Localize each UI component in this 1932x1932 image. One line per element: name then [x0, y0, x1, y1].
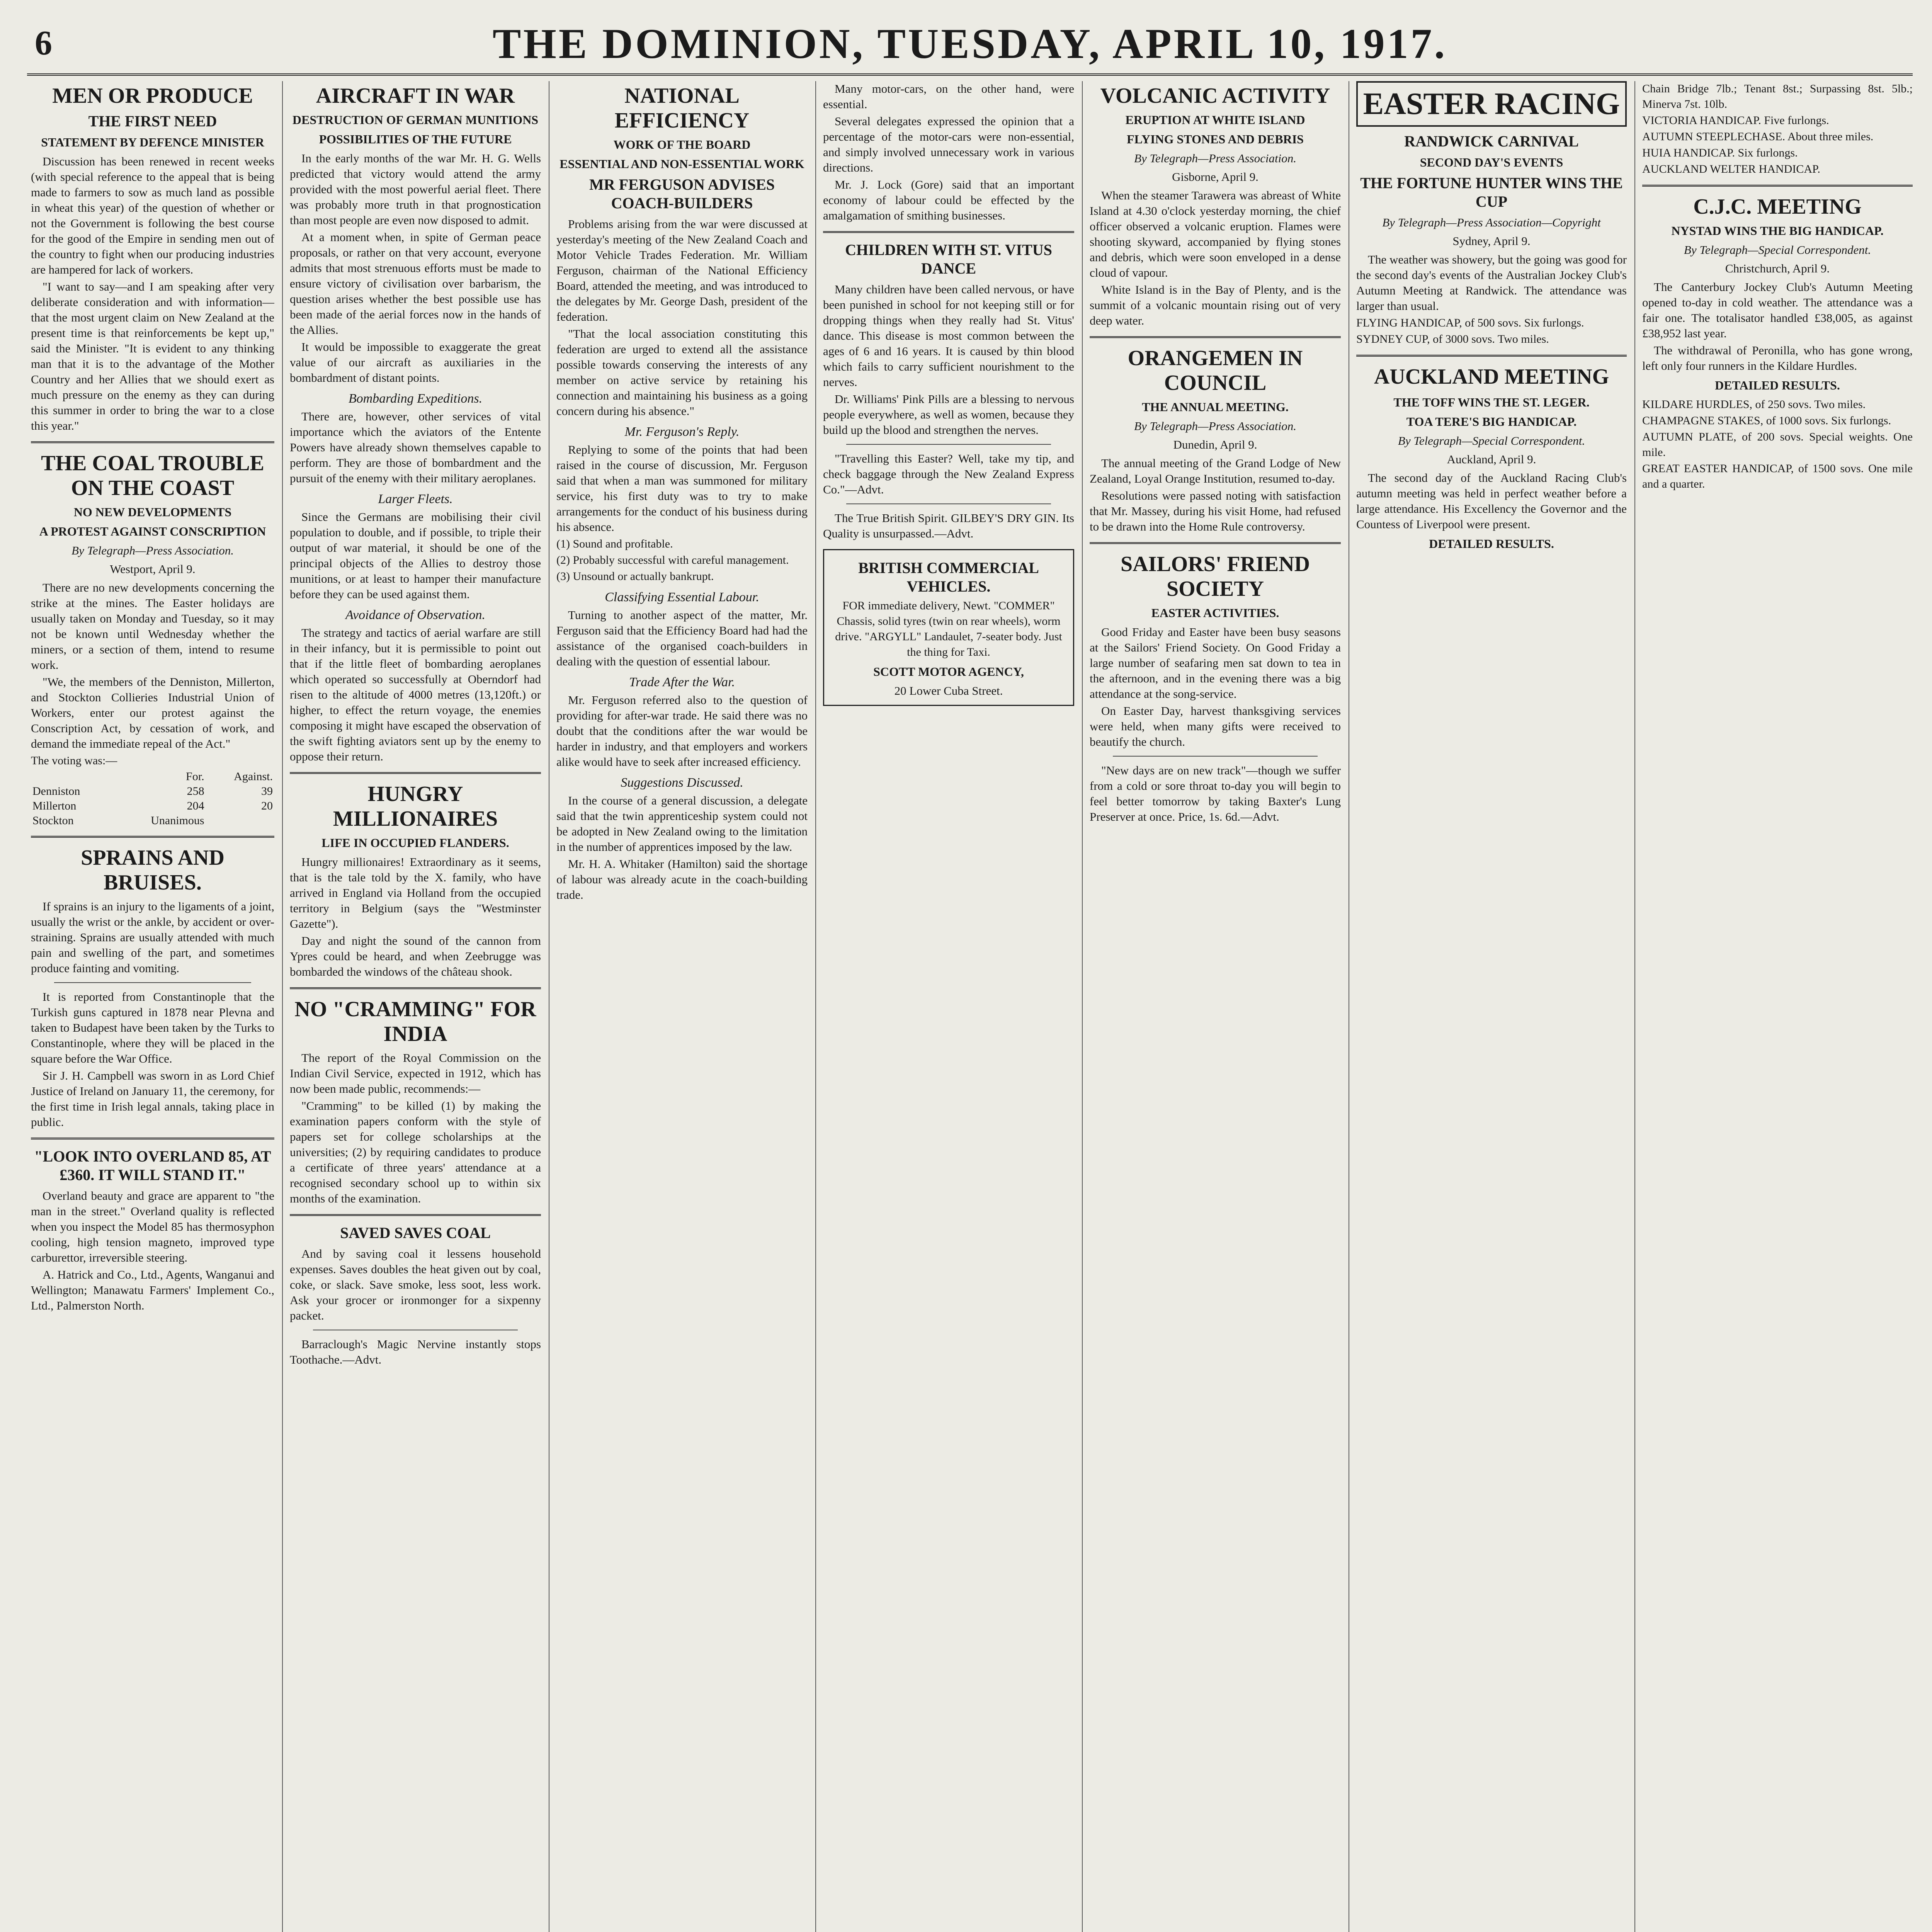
paragraph: When the steamer Tarawera was abreast of White Island at 4.30 o'clock yesterday morning, the chief officer observed a volcanic eruption. Flames were shooting skyward, accompanied by flying stones and debris, which were soon enveloped in a dense cloud of vapour.: [1090, 189, 1341, 279]
table-cell: Stockton: [32, 814, 74, 827]
paragraph: The withdrawal of Peronilla, who has gone wrong, left only four runners in the Kildare Hurdles.: [1642, 344, 1913, 372]
headline: AUCKLAND MEETING: [1374, 365, 1609, 389]
divider: [846, 503, 1051, 504]
paragraph: "I want to say—and I am speaking after very deliberate consideration and with information—that the most urgent claim on New Zealand at the present time is that reinforcements be kept up," said the Minister. "It is evident to any thinking man that it is to the advantage of the Mother Country and her Allies that we should exert as much pressure on the enemy as they can during this summer in order to bring the war to a close this year.": [31, 280, 274, 432]
headline: "LOOK INTO OVERLAND 85, AT £360. IT WILL STAND IT.": [34, 1148, 271, 1184]
paragraph: The report of the Royal Commission on the Indian Civil Service, expected in 1912, which has now been made public, recommends:—: [290, 1051, 541, 1095]
paragraph: It is reported from Constantinople that the Turkish guns captured in 1878 near Plevna and taken to Budapest have been taken by the Turks to Constantinople, where they will be placed in the square before the War Office.: [31, 990, 274, 1065]
section-subhead: Trade After the War.: [629, 675, 735, 689]
paper-title: THE DOMINION, TUESDAY, APRIL 10, 1917.: [492, 20, 1447, 67]
list-item: (2) Probably successful with careful management.: [556, 554, 789, 566]
paragraph: Overland beauty and grace are apparent to "the man in the street." Overland quality is reflected when you inspect the Model 85 has thermosyphon cooling, high tension magneto, improved type carburettor, irreversible steering.: [31, 1189, 274, 1264]
section-subhead: DETAILED RESULTS.: [1429, 537, 1554, 551]
column-rule: [1082, 81, 1083, 1932]
divider: [290, 1214, 541, 1216]
race-result: FLYING HANDICAP, of 500 sovs. Six furlongs.: [1356, 316, 1584, 329]
column-rule: [815, 81, 816, 1932]
paragraph: Resolutions were passed noting with satisfaction that Mr. Massey, during his visit Home, had refused to be drawn into the Home Rule controversy.: [1090, 489, 1341, 533]
paragraph: There are, however, other services of vital importance which the aviators of the Entente Powers have already shown themselves capable to perform. They are those of bombardment and the pursuit of the enemy with their military aeroplanes.: [290, 410, 541, 485]
ad-address: 20 Lower Cuba Street.: [894, 684, 1003, 697]
vote-title: The voting was:—: [31, 754, 117, 767]
paragraph: A. Hatrick and Co., Ltd., Agents, Wanganui and Wellington; Manawatu Farmers' Implement Co., Ltd., Palmerston North.: [31, 1268, 274, 1312]
list-item: (1) Sound and profitable.: [556, 537, 673, 550]
headline: EASTER RACING: [1356, 81, 1627, 127]
paragraph: It would be impossible to exaggerate the great value of our aircraft as auxiliaries in the bombardment of distant points.: [290, 340, 541, 384]
paragraph: Problems arising from the war were discussed at yesterday's meeting of the New Zealand Coach and Motor Vehicle Trades Federation. Mr. William Ferguson, chairman of the National Efficiency Board, attended the meeting, and was introduced to the delegates by Mr. George Dash, president of the federation.: [556, 217, 808, 323]
table-header: Against.: [234, 770, 273, 783]
race-result: CHAMPAGNE STAKES, of 1000 sovs. Six furlongs.: [1642, 414, 1891, 427]
headline: THE COAL TROUBLE ON THE COAST: [41, 451, 264, 500]
paragraph: The Canterbury Jockey Club's Autumn Meeting opened to-day in cold weather. The attendance was a fair one. The totalisator handled £38,005, as against £38,952 last year.: [1642, 280, 1913, 340]
list-item: (3) Unsound or actually bankrupt.: [556, 570, 714, 583]
subhead: THE ANNUAL MEETING.: [1142, 400, 1289, 414]
paragraph: In the early months of the war Mr. H. G. Wells predicted that victory would attend the army provided with the most powerful aerial fleet. There was probably more truth in that prognostication than most people are even now disposed to admit.: [290, 151, 541, 227]
ad-title: BRITISH COMMERCIAL VEHICLES.: [858, 559, 1039, 595]
race-result: VICTORIA HANDICAP. Five furlongs.: [1642, 114, 1829, 127]
table-row: [31, 799, 274, 813]
table-row: [31, 813, 274, 828]
subhead: THE FIRST NEED: [88, 112, 217, 130]
paragraph: Replying to some of the points that had been raised in the course of discussion, Mr. Ferguson said that when a man was summoned for military service, his first duty was to try to make arrangements for the conduct of his business during his absence.: [556, 443, 808, 534]
paragraph: The strategy and tactics of aerial warfare are still in their infancy, but it is permissible to point out that if the little fleet of bombarding aeroplanes which operated so successfully at Oberndorf had risen to the altitude of 4000 metres (13,120ft.) or higher, to effect the return voyage, the enemies composing it might have escaped the observation of the swift fighting aviators sent up by the enemy to oppose their return.: [290, 626, 541, 763]
race-result: AUTUMN PLATE, of 200 sovs. Special weights. One mile.: [1642, 430, 1913, 459]
paragraph: Turning to another aspect of the matter, Mr. Ferguson said that the Efficiency Board had had the assistance of the organised coach-builders in dealing with the question of essential labour.: [556, 608, 808, 668]
dateline: Sydney, April 9.: [1452, 234, 1531, 248]
column-7: [1642, 81, 1913, 1932]
divider: [1090, 542, 1341, 544]
section-subhead: Suggestions Discussed.: [621, 776, 743, 790]
race-result: AUCKLAND WELTER HANDICAP.: [1642, 163, 1820, 175]
byline: By Telegraph—Special Correspondent.: [1398, 434, 1585, 447]
table-cell: 204: [187, 799, 204, 812]
headline: AIRCRAFT IN WAR: [316, 84, 515, 108]
paragraph: Day and night the sound of the cannon from Ypres could be heard, and when Zeebrugge was bombarded the windows of the château shook.: [290, 934, 541, 978]
section-subhead: Classifying Essential Labour.: [605, 590, 759, 604]
race-result: HUIA HANDICAP. Six furlongs.: [1642, 146, 1798, 159]
subhead: STATEMENT BY DEFENCE MINISTER: [41, 135, 264, 149]
dateline: Dunedin, April 9.: [1173, 438, 1257, 451]
headline: C.J.C. MEETING: [1693, 195, 1862, 219]
paragraph: Mr. Ferguson referred also to the question of providing for after-war trade. He said there was no doubt that the conditions after the war would be harder in industry, and that employers and workers alike would have to seek after increased efficiency.: [556, 693, 808, 769]
subhead: DESTRUCTION OF GERMAN MUNITIONS: [292, 113, 539, 127]
dateline: Christchurch, April 9.: [1725, 262, 1830, 275]
paragraph: Sir J. H. Campbell was sworn in as Lord Chief Justice of Ireland on January 11, the ceremony, for the first time in Irish legal annals, taking place in public.: [31, 1069, 274, 1129]
headline: SAILORS' FRIEND SOCIETY: [1120, 552, 1310, 601]
vehicle-advertisement: [823, 549, 1074, 706]
subhead: ESSENTIAL AND NON-ESSENTIAL WORK: [560, 157, 804, 171]
subhead: WORK OF THE BOARD: [613, 138, 751, 151]
table-cell: Millerton: [32, 799, 77, 812]
section-subhead: Larger Fleets.: [378, 492, 453, 506]
column-rule: [282, 81, 283, 1932]
table-header: [31, 769, 114, 784]
race-result: Chain Bridge 7lb.; Tenant 8st.; Surpassing 8st. 5lb.; Minerva 7st. 10lb.: [1642, 82, 1913, 111]
dateline: Gisborne, April 9.: [1172, 170, 1259, 184]
subhead: EASTER ACTIVITIES.: [1151, 606, 1279, 620]
vote-table: [31, 769, 274, 828]
byline: By Telegraph—Press Association—Copyright: [1382, 216, 1601, 229]
divider: [846, 444, 1051, 445]
race-result: GREAT EASTER HANDICAP, of 1500 sovs. One mile and a quarter.: [1642, 462, 1913, 490]
table-row: [31, 784, 274, 799]
headline: HUNGRY MILLIONAIRES: [333, 782, 498, 831]
paragraph: "Cramming" to be killed (1) by making the examination papers conform with the style of papers set for college scholarships at the universities; (2) by requiring candidates to produce a certificate of three years' attendance at a recognised secondary school up to within six months of the examination.: [290, 1099, 541, 1205]
paragraph: In the course of a general discussion, a delegate said that the twin apprenticeship system could not be adopted in New Zealand owing to the limitation in the number of apprentices imposed by the law.: [556, 794, 808, 854]
advertisement: Barraclough's Magic Nervine instantly stops Toothache.—Advt.: [290, 1337, 541, 1366]
paragraph: Mr. H. A. Whitaker (Hamilton) said the shortage of labour was already acute in the coach-building trade.: [556, 857, 808, 901]
paragraph: At a moment when, in spite of German peace proposals, or rather on that very account, everyone admits that most strenuous efforts must be made to ensure victory of civilisation over barbarism, the question arises whether the best possible use has been made of the aerial forces now in the hands of the Allies.: [290, 230, 541, 337]
divider: [823, 231, 1074, 233]
paragraph: Good Friday and Easter have been busy seasons at the Sailors' Friend Society. On Good Friday a large number of seafaring men sat down to tea in the afternoon, and in the evening there was a big attendance at the song-service.: [1090, 625, 1341, 701]
column-3: [556, 81, 808, 1932]
byline: By Telegraph—Press Association.: [1134, 151, 1296, 165]
divider: [290, 772, 541, 774]
column-rule: [1634, 81, 1635, 1932]
subhead: TOA TERE'S BIG HANDICAP.: [1406, 415, 1577, 429]
table-cell: 39: [261, 785, 273, 798]
divider: [54, 982, 251, 983]
divider: [1356, 355, 1627, 357]
column-5: [1090, 81, 1341, 1932]
ad-agent: SCOTT MOTOR AGENCY,: [873, 665, 1024, 679]
masthead: [27, 15, 1913, 76]
divider: [31, 1138, 274, 1139]
divider: [1090, 336, 1341, 338]
column-2: [290, 81, 541, 1932]
subhead: NO NEW DEVELOPMENTS: [73, 505, 232, 519]
paragraph: The annual meeting of the Grand Lodge of New Zealand, Loyal Orange Institution, resumed to-day.: [1090, 456, 1341, 485]
race-result: KILDARE HURDLES, of 250 sovs. Two miles.: [1642, 398, 1866, 411]
section-subhead: Mr. Ferguson's Reply.: [624, 425, 740, 439]
page-number: 6: [35, 24, 52, 62]
subhead: ERUPTION AT WHITE ISLAND: [1125, 113, 1305, 127]
race-result: SYDNEY CUP, of 3000 sovs. Two miles.: [1356, 333, 1549, 345]
dateline: Westport, April 9.: [110, 562, 196, 576]
section-subhead: Bombarding Expeditions.: [348, 391, 483, 406]
section-subhead: Avoidance of Observation.: [345, 608, 485, 622]
paragraph: Discussion has been renewed in recent weeks (with special reference to the appeal that is being made to farmers to sow as much land as possible in wheat this year) of the question of whether or not the Government is following the best course for the good of the Empire in sending men out of the country to fight when our producing industries are hampered for lack of workers.: [31, 155, 274, 276]
headline: NATIONAL EFFICIENCY: [614, 84, 750, 133]
paragraph: The second day of the Auckland Racing Club's autumn meeting was held in perfect weather before a large attendance. His Excellency the Governor and the Countess of Liverpool were present.: [1356, 471, 1627, 531]
paragraph: Many children have been called nervous, or have been punished in school for not keeping still or for dropping things when they really had St. Vitus' dance. This disease is most common between the ages of 6 and 16 years. It is caused by thin blood which fails to carry sufficient nourishment to the nerves.: [823, 282, 1074, 389]
subhead: POSSIBILITIES OF THE FUTURE: [319, 132, 512, 146]
divider: [31, 836, 274, 838]
headline: SPRAINS AND BRUISES.: [81, 846, 224, 895]
advertisement: "Travelling this Easter? Well, take my tip, and check baggage through the New Zealand Express Co."—Advt.: [823, 452, 1074, 496]
table-cell: [206, 813, 274, 828]
headline: CHILDREN WITH ST. VITUS DANCE: [845, 241, 1052, 277]
advertisement: The True British Spirit. GILBEY'S DRY GIN. Its Quality is unsurpassed.—Advt.: [823, 511, 1074, 540]
byline: By Telegraph—Press Association.: [71, 544, 234, 557]
paragraph: White Island is in the Bay of Plenty, and is the summit of a volcanic mountain rising out of very deep water.: [1090, 283, 1341, 327]
paragraph: Hungry millionaires! Extraordinary as it seems, that is the tale told by the X. family, who have arrived in England via Holland from the occupied territory in Belgium (says the "Westminster Gazette").: [290, 855, 541, 930]
headline: VOLCANIC ACTIVITY: [1100, 84, 1330, 108]
column-6: [1356, 81, 1627, 1932]
column-4: [823, 81, 1074, 1932]
paragraph: Since the Germans are mobilising their civil population to double, and if possible, to triple their output of war material, it should be one of the principal objects of the Allies to destroy those munitions, or at least to hamper their manufacture before they can be used against them.: [290, 510, 541, 601]
dateline: Auckland, April 9.: [1447, 452, 1536, 466]
subhead: FLYING STONES AND DEBRIS: [1127, 132, 1304, 146]
paragraph: "We, the members of the Denniston, Millerton, and Stockton Collieries Industrial Union of Workers, enter our protest against the Conscription Act, by cessation of work, and demand the immediate repeal of the Act.": [31, 675, 274, 750]
subhead: THE FORTUNE HUNTER WINS THE CUP: [1360, 174, 1623, 210]
paragraph: The weather was showery, but the going was good for the second day's events of the Australian Jockey Club's Autumn Meeting at Randwick. The attendance was larger than usual.: [1356, 253, 1627, 313]
paragraph: Mr. J. Lock (Gore) said that an important economy of labour could be effected by the amalgamation of smithing businesses.: [823, 178, 1074, 222]
byline: By Telegraph—Special Correspondent.: [1684, 243, 1871, 257]
headline: ORANGEMEN IN COUNCIL: [1128, 346, 1303, 395]
subhead: LIFE IN OCCUPIED FLANDERS.: [321, 836, 509, 850]
paragraph: If sprains is an injury to the ligaments of a joint, usually the wrist or the ankle, by accident or over-straining. Sprains are usually attended with much pain and swelling of the part, and sometimes produce fainting and vomiting.: [31, 900, 274, 975]
divider: [290, 987, 541, 989]
headline: NO "CRAMMING" FOR INDIA: [294, 997, 536, 1046]
paragraph: Many motor-cars, on the other hand, were essential.: [823, 82, 1074, 111]
advertisement: "New days are on new track"—though we suffer from a cold or sore throat to-day you will begin to feel better tomorrow by taking Baxter's Lung Preserver at once. Price, 1s. 6d.—Advt.: [1090, 764, 1341, 823]
table-cell: 258: [187, 785, 204, 798]
paragraph: And by saving coal it lessens household expenses. Saves doubles the heat given out by coal, coke, or slack. Save smoke, less soot, less work. Ask your grocer or ironmonger for a sixpenny packet.: [290, 1247, 541, 1322]
paragraph: "That the local association constituting this federation are urged to extend all the assistance possible towards conserving the interests of any member on active service by retaining his connection and maintaining his business as a going concern during his absence.": [556, 327, 808, 418]
subhead: THE TOFF WINS THE ST. LEGER.: [1393, 395, 1590, 409]
table-row: [31, 769, 274, 784]
subhead: RANDWICK CARNIVAL: [1404, 133, 1579, 150]
ad-text: FOR immediate delivery, Newt. "COMMER" Chassis, solid tyres (twin on rear wheels), worm drive. "ARGYLL" Landaulet, 7-seater body. Just the thing for Taxi.: [835, 599, 1062, 658]
paragraph: On Easter Day, harvest thanksgiving services were held, when many gifts were received to beautify the church.: [1090, 704, 1341, 748]
race-result: AUTUMN STEEPLECHASE. About three miles.: [1642, 130, 1874, 143]
column-1: [31, 81, 274, 1932]
subhead: A PROTEST AGAINST CONSCRIPTION: [39, 524, 266, 538]
subhead: MR FERGUSON ADVISES COACH-BUILDERS: [589, 176, 775, 212]
divider: [31, 441, 274, 443]
subhead: NYSTAD WINS THE BIG HANDICAP.: [1671, 224, 1884, 238]
paragraph: Dr. Williams' Pink Pills are a blessing to nervous people everywhere, as well as women, because they build up the blood and strengthen the nerves.: [823, 392, 1074, 437]
subhead: SECOND DAY'S EVENTS: [1420, 155, 1563, 169]
divider: [1113, 756, 1318, 757]
divider: [1642, 185, 1913, 187]
byline: By Telegraph—Press Association.: [1134, 419, 1296, 433]
table-cell: 20: [261, 799, 273, 812]
section-subhead: DETAILED RESULTS.: [1715, 378, 1840, 392]
table-header: For.: [186, 770, 204, 783]
paragraph: Several delegates expressed the opinion that a percentage of the motor-cars were non-essential, and simply involved unnecessary work in various directions.: [823, 114, 1074, 174]
headline: SAVED SAVES COAL: [340, 1224, 491, 1242]
paragraph: There are no new developments concerning the strike at the mines. The Easter holidays are usually taken on Monday and Tuesday, so it may not be known until Wednesday whether the miners, or a section of them, intend to resume work.: [31, 581, 274, 672]
table-cell: Denniston: [32, 785, 80, 798]
headline: MEN OR PRODUCE: [52, 84, 253, 108]
table-cell: Unanimous: [151, 814, 204, 827]
